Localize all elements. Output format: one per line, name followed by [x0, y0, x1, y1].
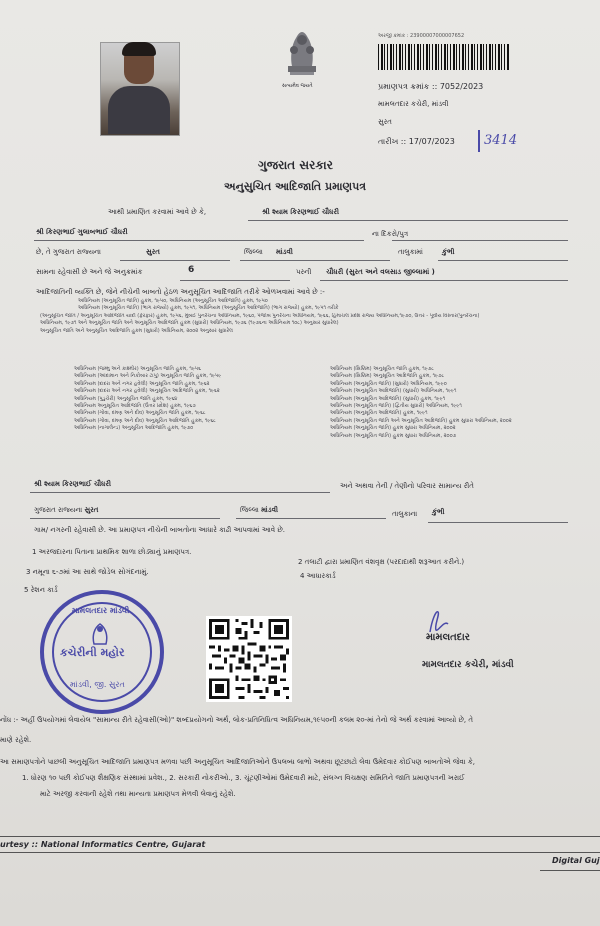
order-line: અધિનિયમ (અનુસૂચિત આદિજાતિ) (સુધારો) અધિનિયમ, ૧૯૯૧ — [330, 388, 457, 395]
order-line: અધિનિયમ (સિક્કિમ) અનુસૂચિત આદિજાતિ હુકમ, ૧૯૭૮ — [330, 373, 445, 380]
orders-right-list — [330, 366, 580, 440]
taluka-value: કુંભી — [442, 248, 455, 256]
residence-state-label: ગુજરાત રાજ્યના — [34, 506, 83, 514]
intro-text: આથી પ્રમાણિત કરવામાં આવે છે કે, — [108, 208, 207, 216]
document-item: 2 તલાટી દ્વારા પ્રમાણિત વંશવૃક્ષ (પરદાદાથી શરૂઆત કરીને.) — [298, 558, 465, 566]
digital-gujarat-text: Digital Guj — [552, 856, 600, 865]
barcode-number: અરજી ક્રમાંક : 23900007000007652 — [378, 33, 465, 39]
issuing-office: મામલતદાર કચેરી, માંડવી — [378, 100, 449, 108]
residence-district-underline — [236, 518, 386, 519]
note-3: 1. ધોરણ ૧૦ પછી કોઈપણ શૈક્ષણિક સંસ્થામાં પ્રવેશ., 2. સરકારી નોકરીઓ., 3. ચૂંટણીઓમાં ઉમેદવારી માટે, સંલગ્ન વિચક્ષણ સમિતિને જાતિ પ્રમાણપત્રની ખરાઈ — [22, 774, 465, 782]
order-line: અધિનિયમ, ૧૯૭૧ અને અનુસૂચિત જાતિ અને અનુસૂચિત આદિજાતિ હુકમ (સુધારો) અધિનિયમ, ૧૯૭૬ (૧૯૭૬ના અધિનિયમ ૧૦૮) અનુસાર સુધારેલ) — [40, 320, 339, 327]
residence-state-underline — [30, 518, 220, 519]
state-value: સુરત — [146, 248, 160, 256]
order-line: અધિનિયમ (અનુસૂચિત જાતિ અને અનુસૂચિત આદિજાતિ) હુકમ સુધારા અધિનિયમ, ૨૦૦૨ — [330, 417, 512, 424]
schedule-label: સામના રહેવાસી છે અને જે અનુક્રમાંક — [36, 268, 143, 276]
seal-center-text: કચેરીની મહોર — [60, 646, 125, 659]
residence-district-value: માંડવી — [261, 506, 278, 514]
state-underline — [120, 260, 230, 261]
state-label: છે, તે ગુજરાત રાજ્યના — [36, 248, 101, 256]
order-line: અધિનિયમ (અનુસૂચિત જાતિ) (દ્વિતીય સુધારો) અધિનિયમ, ૧૯૯૧ — [330, 403, 462, 410]
document-item: 1 અરજદારના પિતાના પ્રાથમિક શાળા છોડ્યાનું પ્રમાણપત્ર. — [32, 548, 192, 556]
order-line: અધિનિયમ (નાગાલેન્ડ) અનુસૂચિત આદિજાતિ હુકમ, ૧૯૭૦ — [74, 425, 194, 432]
seal-emblem-icon — [88, 620, 112, 646]
schedule-no: 6 — [188, 265, 195, 275]
order-line: અધિનિયમ (આંદામાન અને નિકોબાર ટાપુ) અનુસૂચિત જાતિ હુકમ, ૧૯૫૯ — [74, 373, 222, 380]
relation-underline — [392, 240, 568, 241]
residence-taluka-underline — [428, 522, 568, 523]
residence-state-value: સુરત — [84, 506, 99, 514]
photo-shirt — [108, 86, 170, 134]
national-emblem-icon — [280, 26, 324, 82]
name-underline — [248, 220, 568, 221]
order-line: અનુસૂચિત જાતિ અને અનુસૂચિત આદિજાતિ હુકમ (સુધારો) અધિનિયમ, ૨૦૦૨ અનુસાર સુધારેલ — [40, 327, 233, 334]
family-label: અને અથવા તેની / તેણીનો પરિવાર સામાન્ય રીતે — [340, 482, 474, 490]
order-line: અધિનિયમ (અનુસૂચિત જાતિ) (ભાગ રાજ્યો) હુકમ, ૧૯૫૧, અધિનિયમ (અનુસૂચિત આદિજાતિ) (ભાગ રાજ્યો) હુકમ, ૧૯૫૧ તરીકે — [78, 305, 339, 312]
order-line: અધિનિયમ (દાદરા અને નગર હવેલી) અનુસૂચિત જાતિ હુકમ, ૧૯૬૨ — [74, 380, 210, 387]
certificate-title: અનુસુચિત આદિજાતિ પ્રમાણપત્ર — [224, 180, 367, 193]
note-4: માટે અરજી કરવાની રહેશે તથા માન્યતા પ્રમાણપત્ર મેળવી લેવાનું રહેશે. — [40, 790, 236, 798]
header-district: સુરત — [378, 118, 392, 126]
certificate-no-label: પ્રમાણપત્ર ક્રમાંક :: — [378, 82, 438, 91]
note-1b: માણે રહેશે. — [0, 736, 32, 744]
schedule-underline — [180, 280, 290, 281]
document-item: 4 આધારકાર્ડ — [300, 572, 336, 580]
date-label: તારીખ :: — [378, 137, 407, 146]
signature-icon — [424, 606, 454, 634]
footer-divider-2 — [0, 852, 600, 853]
signatory-title: મામલતદાર — [426, 632, 470, 643]
father-name: શ્રી કિરણભાઈ ગુલાબભાઈ ચૌધરી — [36, 228, 128, 236]
residence-statement: ગામ/ નગરની રહેવાસી છે. આ પ્રમાણપત્ર નીચેની બાબતોના આધારે કાઢી આપવામાં આવે છે. — [34, 526, 285, 534]
order-line: અધિનિયમ (અનુસૂચિત આદિજાતિ) હુકમ, ૧૯૯૧ — [330, 410, 428, 417]
tribe-underline — [320, 280, 568, 281]
part-label: પરની — [296, 268, 312, 276]
order-line: અધિનિયમ (સિક્કિમ) અનુસૂચિત જાતિ હુકમ, ૧૯૭૮ — [330, 366, 434, 372]
issue-date: 17/07/2023 — [408, 137, 455, 146]
district-underline — [240, 260, 390, 261]
footer-divider — [0, 836, 600, 837]
tribe-name: ચૌધરી (સુરત અને વલસાડ જીલ્લામાં ) — [326, 268, 435, 276]
note-1: નોંધ :- અહીં ઉપયોગમાં લેવાયેલ "સામાન્ય રીતે રહેવાસી(ઓ)" શબ્દપ્રયોગનો અર્થ, લોક-પ્રતિનિધિત્વ અધિનિયમ,૧૯૫૦ની કલમ ૨૦-માં તેનો જે અર્થ કરવામાં આવ્યો છે, તે — [0, 716, 474, 724]
order-line: અધિનિયમ (દાદરા અને નગર હવેલી) અનુસૂચિત આદિજાતિ હુકમ, ૧૯૬૨ — [74, 388, 220, 395]
residence-taluka-value: કુંભી — [432, 508, 445, 516]
order-line: અધિનિયમ અનુસૂચિત આદિજાતિ (ઉત્તર પ્રદેશ) હુકમ, ૧૯૬૭ — [74, 403, 196, 410]
handwritten-stroke — [478, 130, 480, 152]
district-value: માંડવી — [276, 248, 293, 256]
order-line: અધિનિયમ (અનુસૂચિત જાતિ) હુકમ સુધારા અધિનિયમ, ૨૦૦૭ — [330, 432, 457, 439]
note-2: આ સમાણપત્રોને પાછલી અનુસૂચિત આદિજાતિ પ્રમાણપત્ર મળવા પછી અનુસૂચિત આદિજાતિઓને ઉપલબ્ધ લાભો અથવા છૂટછાટો લેવા ઉમેદવાર કોઈપણ બાબતોએ જેવા કે, — [0, 758, 475, 766]
barcode — [378, 44, 510, 70]
footer-divider-3 — [540, 870, 600, 871]
signatory-office: મામલતદાર કચેરી, માંડવી — [422, 660, 514, 670]
orders-top-list — [40, 298, 580, 335]
photo-hair — [122, 42, 156, 56]
district-label: જિલ્લા — [244, 248, 263, 256]
qr-code — [206, 616, 292, 702]
order-line: અધિનિયમ (અનુસૂચિત આદિજાતિ) (સુધારો) હુકમ, ૧૯૯૧ — [330, 395, 446, 402]
seal-bottom-text: માંડવી, જી. સુરત — [70, 680, 125, 689]
order-line: અધિનિયમ (જમ્મુ અને કાશ્મીર) અનુસૂચિત જાતિ હુકમ, ૧૯૫૬ — [74, 366, 201, 372]
residence-district-label: જિલ્લા — [240, 506, 259, 514]
residence-name-underline — [30, 492, 330, 493]
seal-outer-text: મામલતદાર માંડવી — [72, 606, 130, 615]
residence-person-name: શ્રી શ્યામ કિરણભાઈ ચૌધરી — [34, 480, 112, 488]
order-line: અધિનિયમ (ગોવા, દમણ અને દીવ) અનુસૂચિત જાતિ હુકમ, ૧૯૬૮ — [74, 410, 206, 417]
courtesy-text: urtesy :: National Informatics Centre, Gujarat — [0, 840, 206, 849]
emblem-caption: સત્યમેવ જયતે — [282, 83, 313, 89]
document-item: 5 રેશન કાર્ડ — [24, 586, 58, 594]
government-title: ગુજરાત સરકાર — [258, 158, 333, 172]
tribe-statement: આદિજાતિની વ્યક્તિ છે, જેને નીચેની બાબતો હેઠળ અનુસૂચિત આદિજાતિ તરીકે ઓળખવામાં આવે છે :- — [36, 288, 325, 296]
taluka-label: તાલુકામાં — [398, 248, 423, 256]
person-name: શ્રી શ્યામ કિરણભાઈ ચૌધરી — [262, 208, 340, 216]
residence-taluka-label: તાલુકાના — [392, 510, 418, 518]
order-line: અધિનિયમ (અનુસૂચિત જાતિ) (સુધારો) અધિનિયમ, ૧૯૯૦ — [330, 380, 447, 387]
orders-left-list — [74, 366, 314, 433]
certificate-no: 7052/2023 — [439, 82, 484, 91]
order-line: અધિનિયમ (અનુસૂચિત જાતિ) હુકમ, ૧૯૫૦, અધિનિયમ (અનુસૂચિત આદિજાતિ) હુકમ, ૧૯૫૦ — [78, 298, 268, 304]
order-line: અધિનિયમ (અનુસૂચિત જાતિ) હુકમ સુધારા અધિનિયમ, ૨૦૦૨ — [330, 425, 456, 432]
order-line: અધિનિયમ (ગોવા, દમણ અને દીવ) અનુસૂચિત આદિજાતિ હુકમ, ૧૯૬૮ — [74, 417, 216, 424]
document-item: 3 નમૂના ૬-૭માં આ સાથે જોડેલ સોગંદનામું. — [26, 568, 149, 576]
order-line: (અનુસૂચિત જાતિ / અનુસૂચિત આદિજાતિ યાદી (ફેરફાર) હુકમ, ૧૯૫૬, મુંબઈ પુનર્રચના અધિનિયમ, ૧૯૬૦, પંજાબ પુનર્રચના અધિનિયમ, ૧૯૬૬, હિમાચલ પ્રદેશ રાજ્ય અધિનિયમ,૧૯૭૦, ઉત્તર - પૂર્વીય વિસ્તાર(પુનર્રચના) — [40, 312, 480, 319]
order-line: અધિનિયમ (પુડુચેરી) અનુસૂચિત જાતિ હુકમ, ૧૯૬૪ — [74, 395, 178, 402]
taluka-underline — [438, 260, 568, 261]
relation-label: ના દિકરો/પુત્ર — [372, 230, 409, 238]
father-underline — [34, 240, 364, 241]
handwritten-number: 3414 — [484, 133, 518, 148]
